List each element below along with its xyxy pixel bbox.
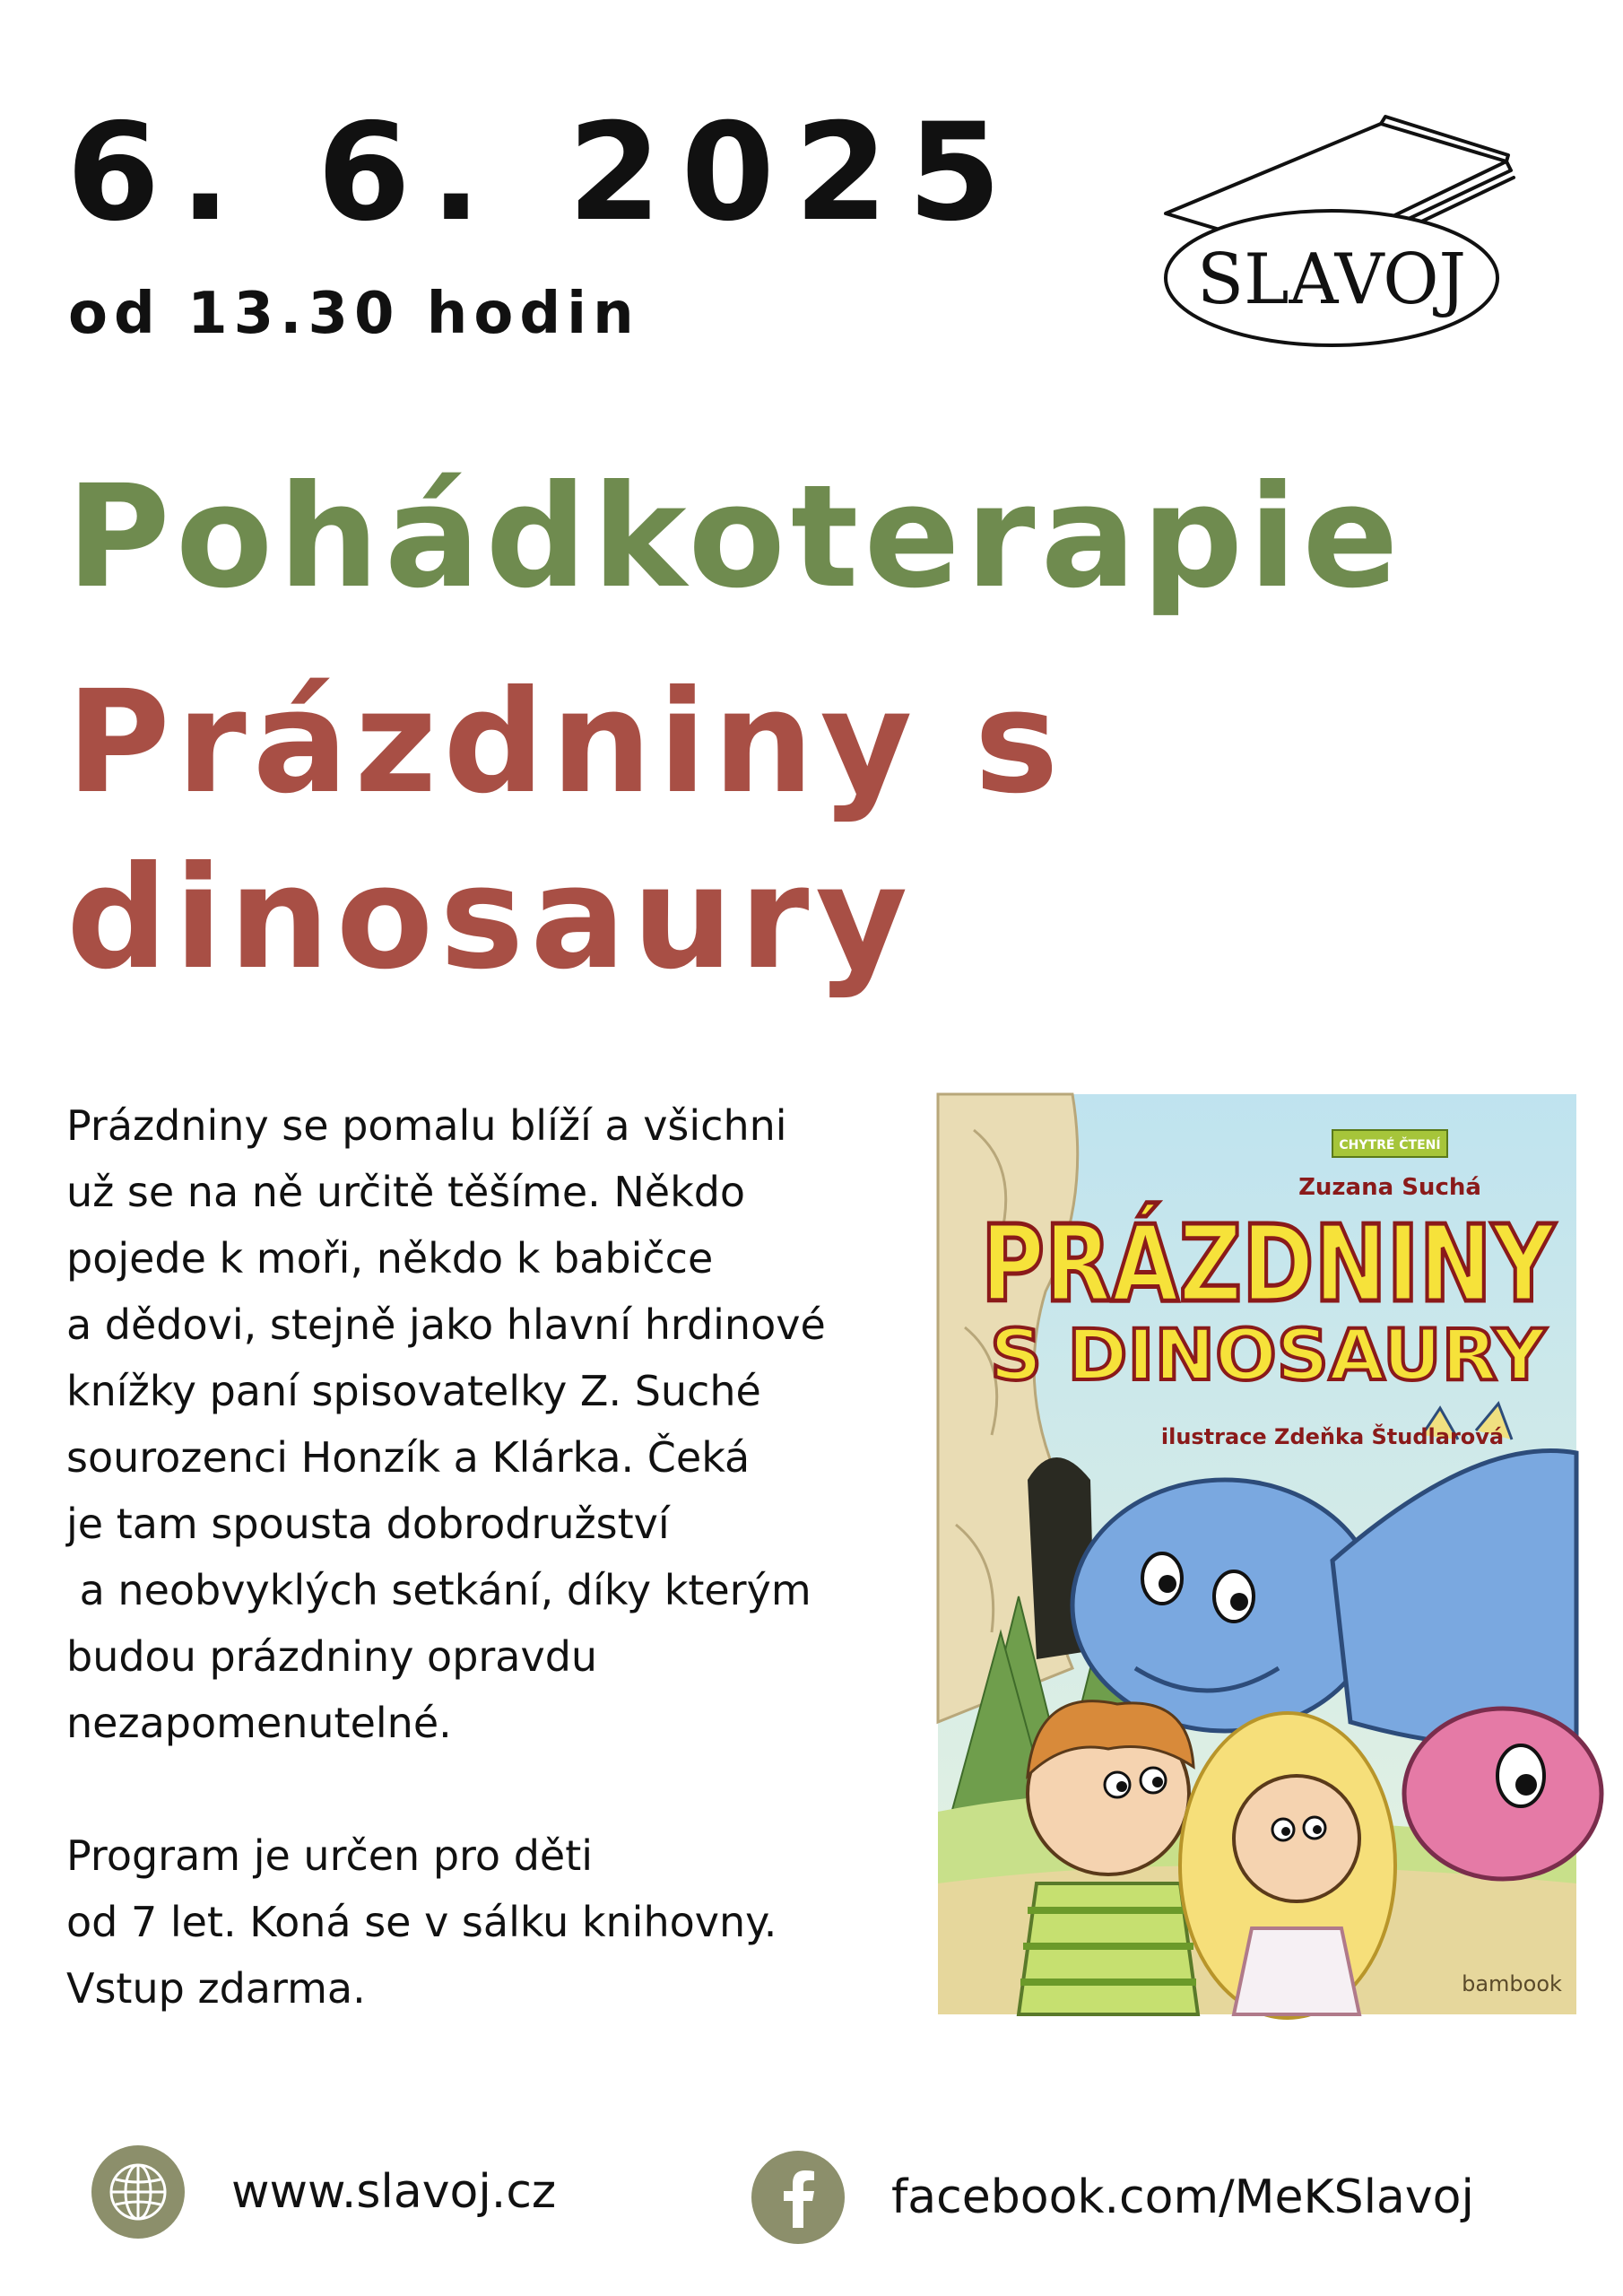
program-title: Pohádkoterapie xyxy=(66,455,1404,620)
cover-series: CHYTRÉ ČTENÍ xyxy=(1339,1138,1441,1152)
facebook-icon[interactable] xyxy=(751,2151,845,2244)
paragraph-gap xyxy=(66,1756,927,1822)
description-line: a dědovi, stejně jako hlavní hrdinové xyxy=(66,1300,826,1349)
cover-illustrator: ilustrace Zdeňka Študlarová xyxy=(1160,1424,1505,1449)
cover-author: Zuzana Suchá xyxy=(1298,1174,1481,1201)
book-cover xyxy=(938,1094,1576,2014)
event-subtitle-line-2: dinosaury xyxy=(66,836,915,1001)
logo-text: SLAVOJ xyxy=(1197,239,1466,320)
event-subtitle xyxy=(66,655,1065,1006)
program-info-line: Vstup zdarma. xyxy=(66,1964,366,2013)
description-line: už se na ně určitě těšíme. Někdo xyxy=(66,1168,746,1216)
slavoj-logo xyxy=(1157,106,1515,357)
description-line: nezapomenutelné. xyxy=(66,1699,452,1747)
globe-icon[interactable] xyxy=(91,2145,185,2239)
description-line: je tam spousta dobrodružství xyxy=(66,1500,670,1548)
cover-title-line-1: PRÁZDNINY xyxy=(981,1202,1557,1326)
description-line: a neobvyklých setkání, díky kterým xyxy=(66,1566,812,1614)
cover-publisher: bambook xyxy=(1462,1971,1562,1996)
event-description xyxy=(66,1092,927,2022)
description-line: knížky paní spisovatelky Z. Suché xyxy=(66,1367,761,1415)
cover-title-line-2: S DINOSAURY xyxy=(990,1316,1548,1396)
book-cover-illustration xyxy=(938,1094,1576,2014)
program-info-line: Program je určen pro děti xyxy=(66,1831,594,1880)
description-line: sourozenci Honzík a Klárka. Čeká xyxy=(66,1433,751,1482)
program-info-line: od 7 let. Koná se v sálku knihovny. xyxy=(66,1898,777,1946)
website-link[interactable]: www.slavoj.cz xyxy=(231,2165,557,2219)
event-subtitle-line-1: Prázdniny s xyxy=(66,660,1065,825)
description-line: budou prázdniny opravdu xyxy=(66,1632,598,1681)
event-time: od 13.30 hodin xyxy=(68,281,640,347)
event-date: 6. 6. 2025 xyxy=(66,95,1021,251)
facebook-link[interactable]: facebook.com/MeKSlavoj xyxy=(891,2170,1474,2224)
description-line: pojede k moři, někdo k babičce xyxy=(66,1234,714,1283)
description-line: Prázdniny se pomalu blíží a všichni xyxy=(66,1101,787,1150)
